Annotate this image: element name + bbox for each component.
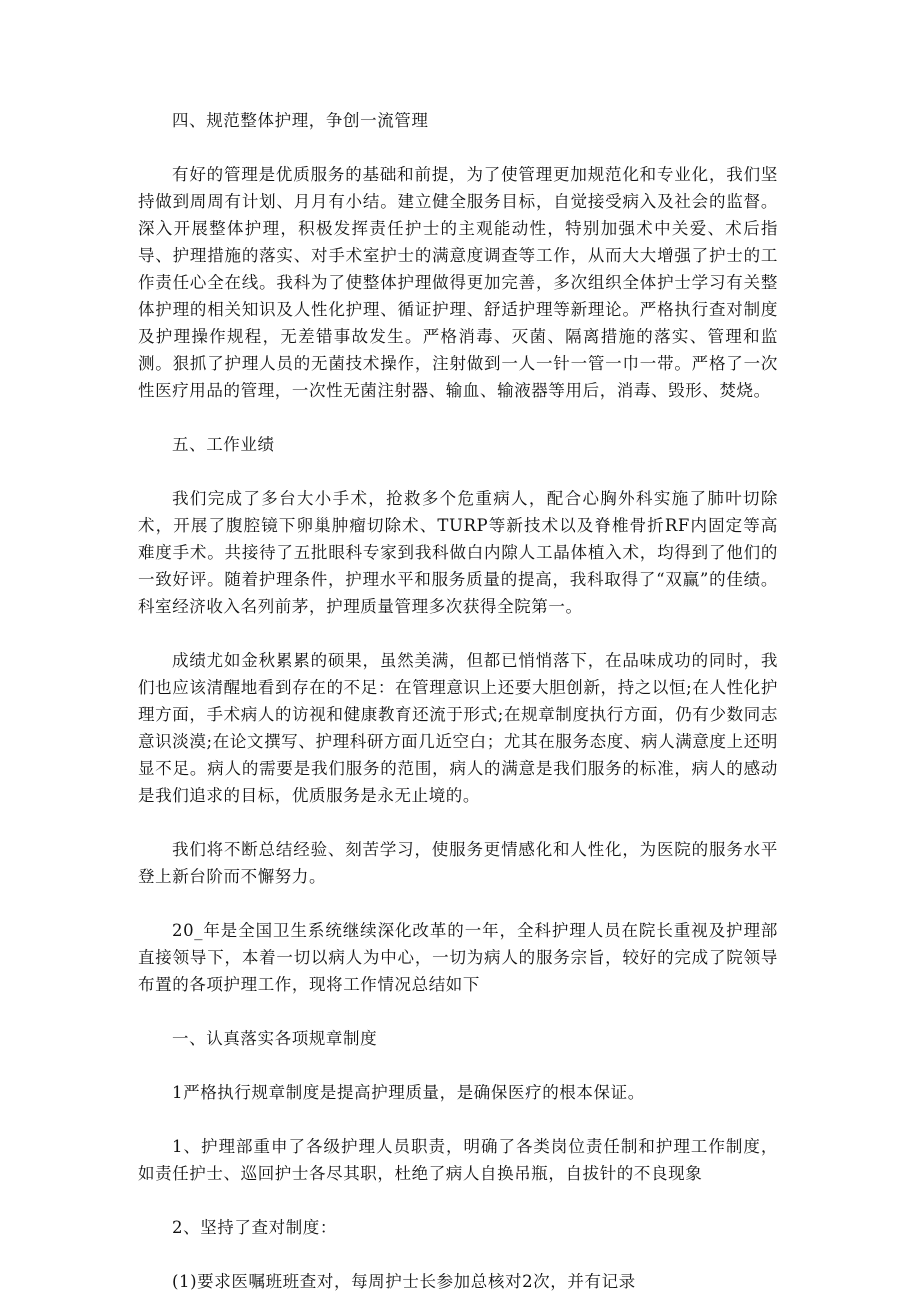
section-4-paragraph: 有好的管理是优质服务的基础和前提，为了使管理更加规范化和专业化，我们坚持做到周周有计划、月月有小结。建立健全服务目标，自觉接受病入及社会的监督。深入开展整体护理，积极发挥责任护士的主观能动性，特别加强术中关爱、术后指导、护理措施的落实、对手术室护士的满意度调查等工作，从而大大增强了护士的工作责任心全在线。我科为了使整体护理做得更加完善，多次组织全体护士学习有关整体护理的相关知识及人性化护理、循证护理、舒适护理等新理论。严格执行查对制度及护理操作规程，无差错事故发生。严格消毒、灭菌、隔离措施的落实、管理和监测。狠抓了护理人员的无菌技术操作，注射做到一人一针一管一巾一带。严格了一次性医疗用品的管理，一次性无菌注射器、输血、输液器等用后，消毒、毁形、焚烧。 [138, 165, 778, 400]
section-1-item-3: (1)要求医嘱班班查对，每周护士长参加总核对2次，并有记录 [172, 1272, 636, 1291]
section-5-paragraph: 我们完成了多台大小手术，抢救多个危重病人，配合心胸外科实施了肺叶切除术，开展了腹腔镜下卵巢肿瘤切除术、TURP等新技术以及脊椎骨折RF内固定等高难度手术。共接待了五批眼科专家到我科做白内隙人工晶体植入术，均得到了他们的一致好评。随着护理条件，护理水平和服务质量的提高，我科取得了“双赢”的佳绩。科室经济收入名列前茅，护理质量管理多次获得全院第一。 [138, 489, 778, 616]
closing-paragraph: 我们将不断总结经验、刻苦学习，使服务更情感化和人性化，为医院的服务水平登上新台阶而不懈努力。 [138, 840, 778, 886]
section-1-item-1: 1、护理部重申了各级护理人员职责，明确了各类岗位责任制和护理工作制度，如责任护士、巡回护士各尽其职，杜绝了病人自换吊瓶，自拔针的不良现象 [138, 1137, 778, 1183]
section-1-item-0: 1严格执行规章制度是提高护理质量，是确保医疗的根本保证。 [172, 1083, 645, 1102]
intro-paragraph: 20_年是全国卫生系统继续深化改革的一年，全科护理人员在院长重视及护理部直接领导下，本着一切以病人为中心，一切为病人的服务宗旨，较好的完成了院领导布置的各项护理工作，现将工作情况总结如下 [138, 921, 778, 994]
section-4-heading: 四、规范整体护理，争创一流管理 [172, 111, 429, 130]
section-1-heading: 一、认真落实各项规章制度 [172, 1029, 378, 1048]
document-page [138, 107, 778, 1295]
section-5-heading: 五、工作业绩 [172, 435, 275, 454]
reflection-paragraph: 成绩尤如金秋累累的硕果，虽然美满，但都已悄悄落下，在品味成功的同时，我们也应该清醒地看到存在的不足：在管理意识上还要大胆创新，持之以恒;在人性化护理方面，手术病人的访视和健康教育还流于形式;在规章制度执行方面，仍有少数同志意识淡漠;在论文撰写、护理科研方面几近空白；尤其在服务态度、病人满意度上还明显不足。病人的需要是我们服务的范围，病人的满意是我们服务的标准，病人的感动是我们追求的目标，优质服务是永无止境的。 [138, 651, 778, 805]
section-1-item-2: 2、坚持了查对制度： [172, 1218, 337, 1237]
